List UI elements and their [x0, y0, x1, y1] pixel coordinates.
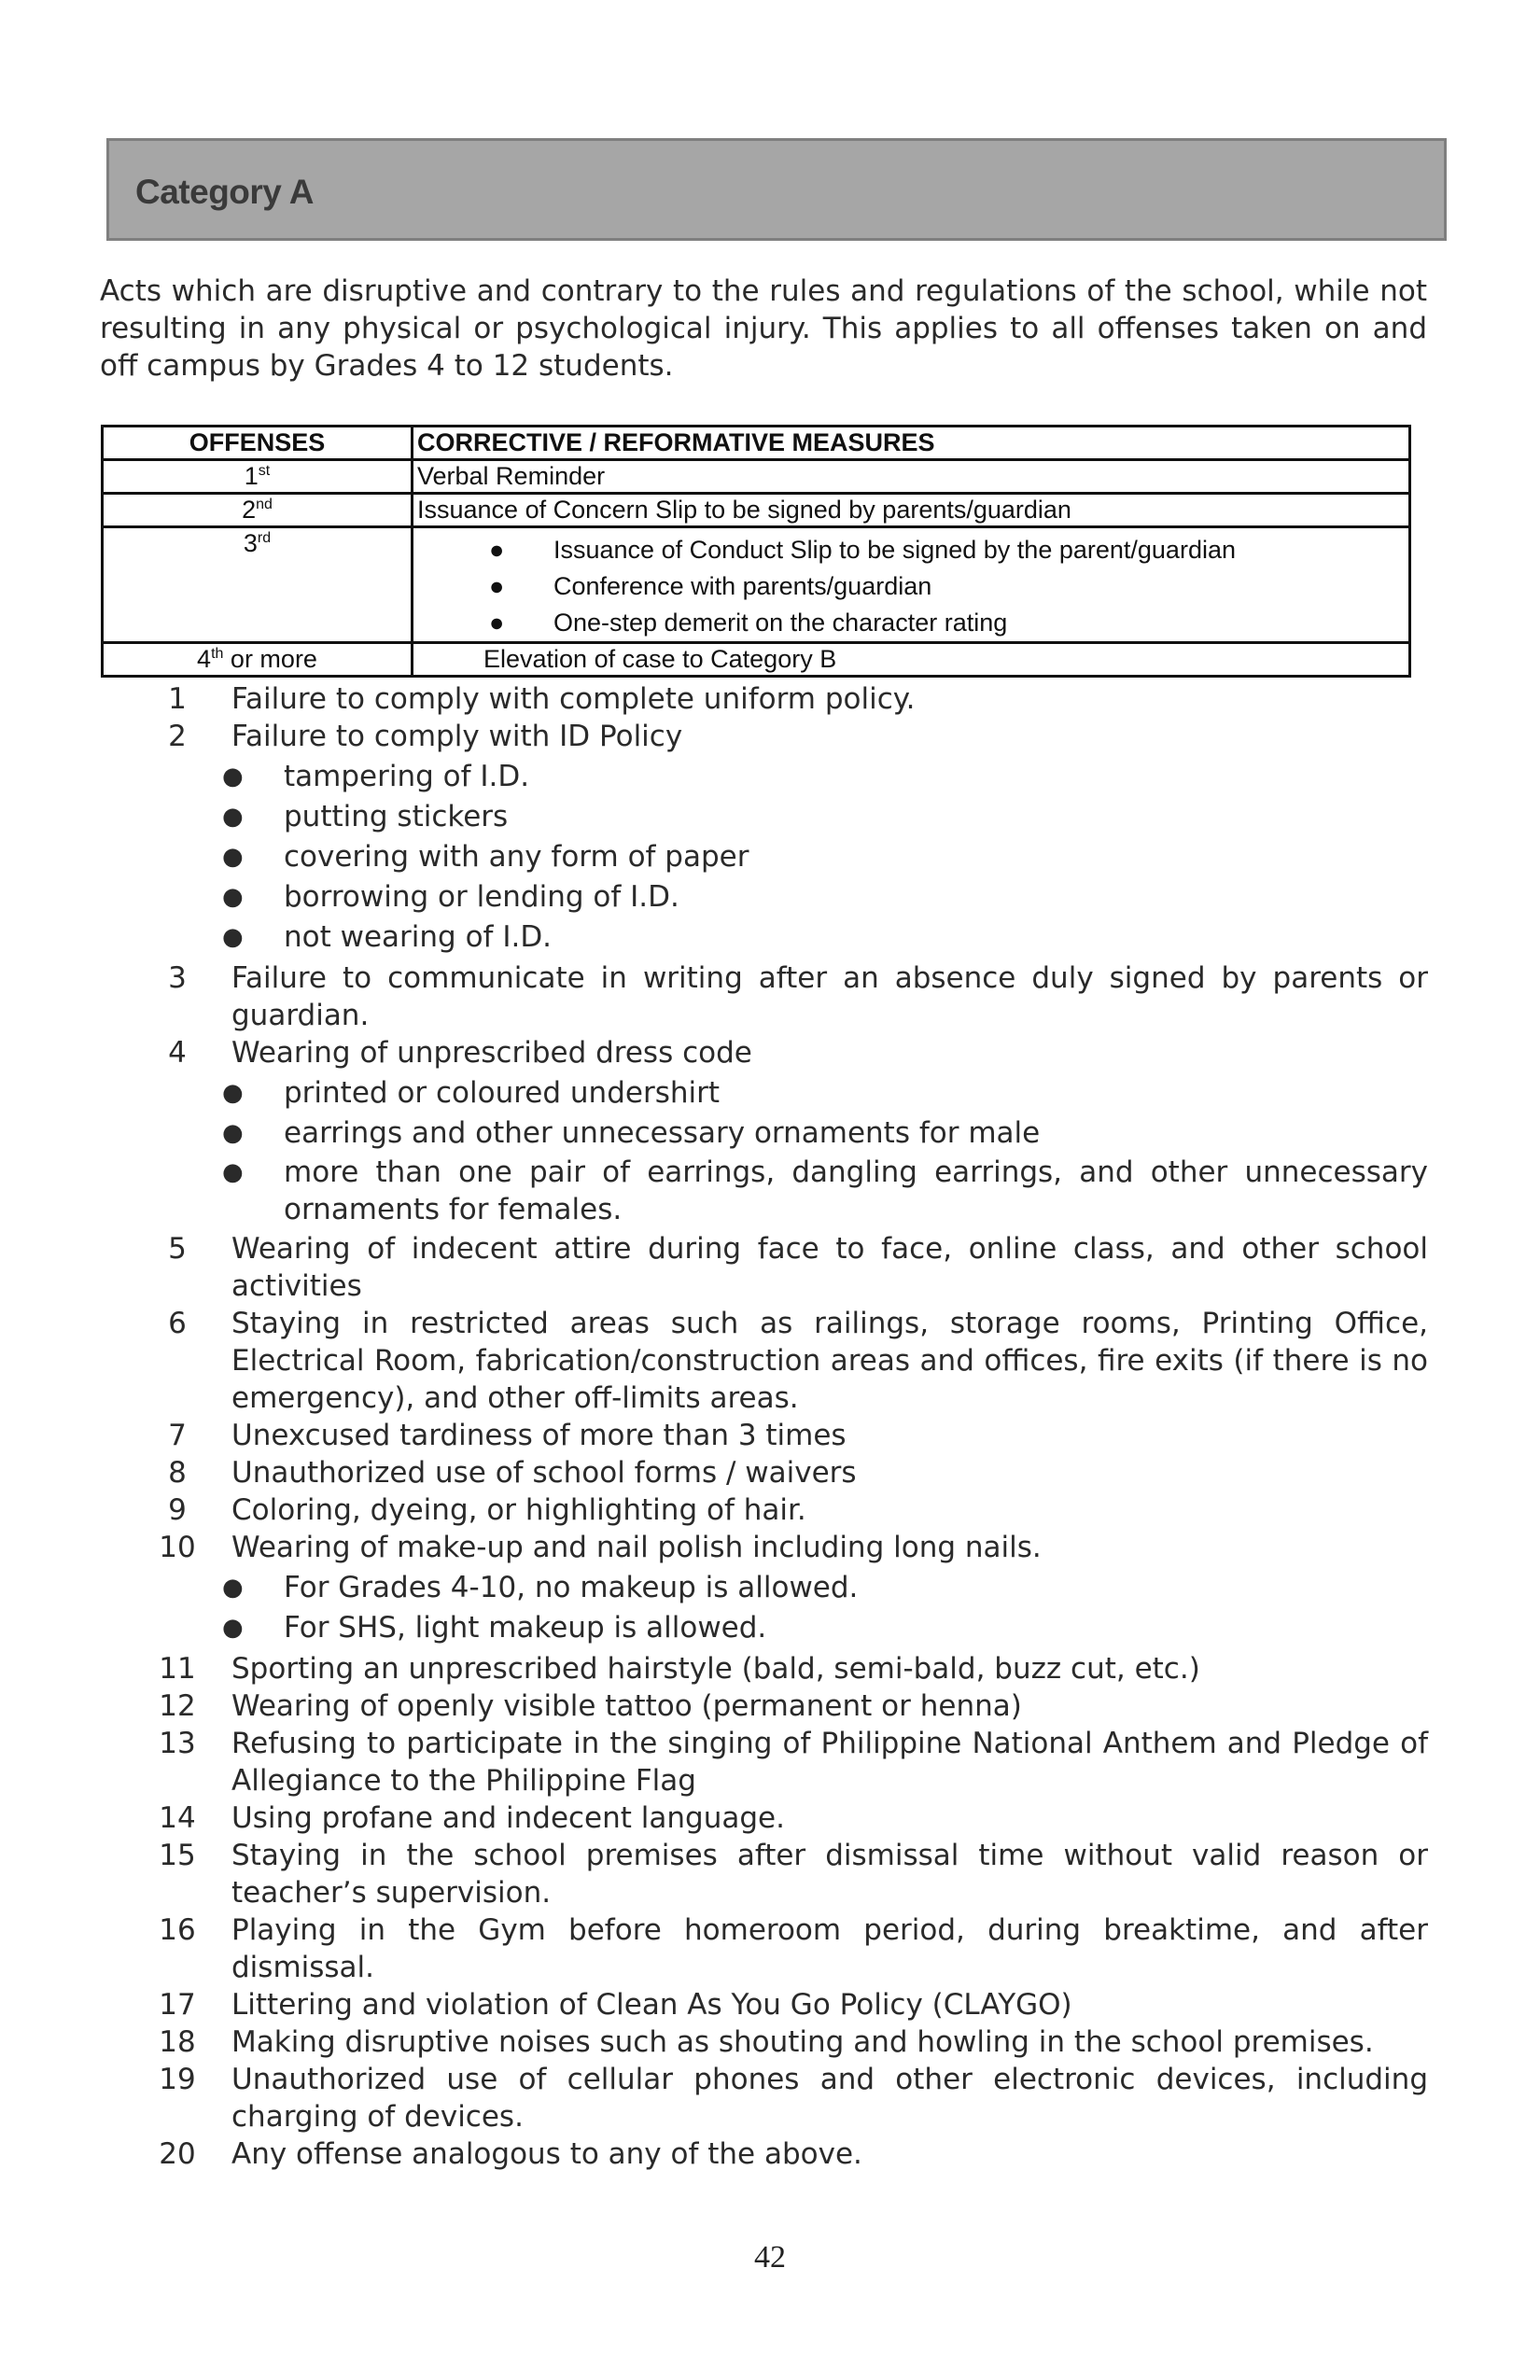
offense-item — [149, 680, 1428, 718]
offense-text: Making disruptive noises such as shouting and howling in the school premises. — [231, 2025, 1374, 2059]
offense-text: Littering and violation of Clean As You Go Policy (CLAYGO) — [231, 1988, 1072, 2022]
bullet-icon: ● — [222, 1574, 244, 1602]
list-item: ● For SHS, light makeup is allowed. — [149, 1608, 1428, 1648]
offense-number: 19 — [159, 2063, 196, 2096]
offense-number: 4 — [168, 1036, 187, 1070]
offense-number: 15 — [159, 1839, 196, 1872]
measure-list-cell — [413, 527, 1410, 643]
offense-text: Staying in restricted areas such as railings, storage rooms, Printing Office, Electrical Room, fabrication/construction areas and offices, fire exits (if there is no emergency), and other off-limits areas. — [231, 1307, 1428, 1415]
offense-count: 3rd — [103, 527, 413, 643]
list-item: ● For Grades 4-10, no makeup is allowed. — [149, 1568, 1428, 1608]
offense-number: 13 — [159, 1727, 196, 1760]
offense-number: 6 — [168, 1307, 187, 1340]
offense-list — [149, 680, 1428, 2173]
offense-number: 18 — [159, 2025, 196, 2059]
table-header-row — [103, 427, 1410, 460]
offense-count: 4th or more — [103, 643, 413, 677]
bullet-icon: ● — [222, 803, 244, 831]
list-item: ● not wearing of I.D. — [149, 917, 1428, 958]
offense-text: Unexcused tardiness of more than 3 times — [231, 1419, 847, 1452]
bullet-icon: ● — [489, 572, 505, 600]
bullet-icon: ● — [222, 1119, 244, 1147]
offense-number: 16 — [159, 1913, 196, 1947]
corrective-measures-table — [101, 425, 1411, 678]
offense-item — [149, 1837, 1428, 1911]
measure-text: Elevation of case to Category B — [413, 643, 1410, 677]
offense-number: 7 — [168, 1419, 187, 1452]
offense-number: 20 — [159, 2137, 196, 2171]
measures-header: CORRECTIVE / REFORMATIVE MEASURES — [413, 427, 1410, 460]
list-item: ● One-step demerit on the character rating — [417, 605, 1405, 641]
offense-number: 12 — [159, 1689, 196, 1723]
offense-text: Any offense analogous to any of the above. — [231, 2137, 862, 2171]
bullet-icon: ● — [222, 923, 244, 951]
list-item: ● Conference with parents/guardian — [417, 568, 1405, 605]
bullet-icon: ● — [222, 763, 244, 791]
bullet-icon: ● — [489, 536, 505, 564]
list-item: ● tampering of I.D. — [149, 757, 1428, 797]
offense-item — [149, 1986, 1428, 2023]
offense-text: Failure to comply with complete uniform policy. — [231, 682, 916, 716]
offense-text: Wearing of indecent attire during face to face, online class, and other school activities — [231, 1232, 1428, 1303]
list-item: ● printed or coloured undershirt — [149, 1073, 1428, 1113]
offense-count: 1st — [103, 460, 413, 494]
offense-item — [149, 1687, 1428, 1725]
offense-number: 9 — [168, 1493, 187, 1527]
bullet-icon: ● — [489, 609, 505, 637]
offense-item — [149, 1650, 1428, 1687]
offense-item — [149, 1305, 1428, 1417]
offense-sublist — [149, 1073, 1428, 1228]
intro-paragraph: Acts which are disruptive and contrary to the rules and regulations of the school, while not resulting in any physical or psychological injury. This applies to all offenses taken on and off campus by Grades 4 to 12 students. — [100, 274, 1427, 383]
offense-text: Sporting an unprescribed hairstyle (bald, semi-bald, buzz cut, etc.) — [231, 1652, 1200, 1686]
offense-number: 17 — [159, 1988, 196, 2022]
offense-sublist — [149, 1568, 1428, 1648]
bullet-icon: ● — [222, 1158, 244, 1186]
offense-text: Wearing of openly visible tattoo (permanent or henna) — [231, 1689, 1022, 1723]
offense-item — [149, 1529, 1428, 1566]
offense-item — [149, 2135, 1428, 2173]
offense-number: 11 — [159, 1652, 196, 1686]
offense-number: 10 — [159, 1531, 196, 1564]
list-item: ● Issuance of Conduct Slip to be signed by the parent/guardian — [417, 532, 1405, 568]
offense-number: 2 — [168, 720, 187, 753]
offense-text: Refusing to participate in the singing of Philippine National Anthem and Pledge of Allegiance to the Philippine Flag — [231, 1727, 1428, 1798]
category-header-bar — [106, 138, 1447, 241]
bullet-icon: ● — [222, 1614, 244, 1642]
offense-text: Using profane and indecent language. — [231, 1801, 785, 1835]
offense-count: 2nd — [103, 494, 413, 527]
list-item: ● more than one pair of earrings, dangling earrings, and other unnecessary ornaments for females. — [222, 1155, 1428, 1226]
offense-sublist — [149, 757, 1428, 958]
bullet-icon: ● — [222, 1079, 244, 1107]
table-row — [103, 643, 1410, 677]
offense-text: Unauthorized use of cellular phones and other electronic devices, including charging of devices. — [231, 2063, 1428, 2134]
offense-text: Playing in the Gym before homeroom period, during breaktime, and after dismissal. — [231, 1913, 1428, 1984]
offense-item — [149, 959, 1428, 1034]
table-row — [103, 494, 1410, 527]
offense-text: Unauthorized use of school forms / waivers — [231, 1456, 857, 1490]
measure-list — [417, 532, 1405, 641]
table-row — [103, 527, 1410, 643]
offense-text: Coloring, dyeing, or highlighting of hair. — [231, 1493, 806, 1527]
offense-number: 1 — [168, 682, 187, 716]
offense-number: 14 — [159, 1801, 196, 1835]
offense-item — [149, 1725, 1428, 1799]
offense-text: Failure to comply with ID Policy — [231, 720, 683, 753]
table-row — [103, 460, 1410, 494]
offense-text: Staying in the school premises after dismissal time without valid reason or teacher’s supervision. — [231, 1839, 1428, 1910]
measure-text: Issuance of Concern Slip to be signed by parents/guardian — [413, 494, 1410, 527]
list-item: ● borrowing or lending of I.D. — [149, 877, 1428, 917]
offense-text: Failure to communicate in writing after an absence duly signed by parents or guardian. — [231, 961, 1428, 1032]
list-item: ● earrings and other unnecessary ornaments for male — [149, 1113, 1428, 1154]
category-title: Category A — [135, 173, 315, 211]
offense-item — [149, 2061, 1428, 2135]
list-item: ● putting stickers — [149, 797, 1428, 837]
offense-item — [149, 1911, 1428, 1986]
offenses-header: OFFENSES — [103, 427, 413, 460]
measure-text: Verbal Reminder — [413, 460, 1410, 494]
offense-text: Wearing of unprescribed dress code — [231, 1036, 752, 1070]
offense-text: Wearing of make-up and nail polish including long nails. — [231, 1531, 1042, 1564]
offense-item — [149, 1034, 1428, 1071]
offense-item — [149, 1230, 1428, 1305]
bullet-icon: ● — [222, 883, 244, 911]
offense-item — [149, 1454, 1428, 1491]
bullet-icon: ● — [222, 843, 244, 871]
offense-item — [149, 1417, 1428, 1454]
offense-item — [149, 2023, 1428, 2061]
offense-item — [149, 718, 1428, 755]
offense-number: 3 — [168, 961, 187, 995]
offense-item — [149, 1799, 1428, 1837]
offense-item — [149, 1491, 1428, 1529]
list-item: ● covering with any form of paper — [149, 837, 1428, 877]
page-number: 42 — [754, 2240, 786, 2275]
offense-number: 5 — [168, 1232, 187, 1266]
offense-number: 8 — [168, 1456, 187, 1490]
